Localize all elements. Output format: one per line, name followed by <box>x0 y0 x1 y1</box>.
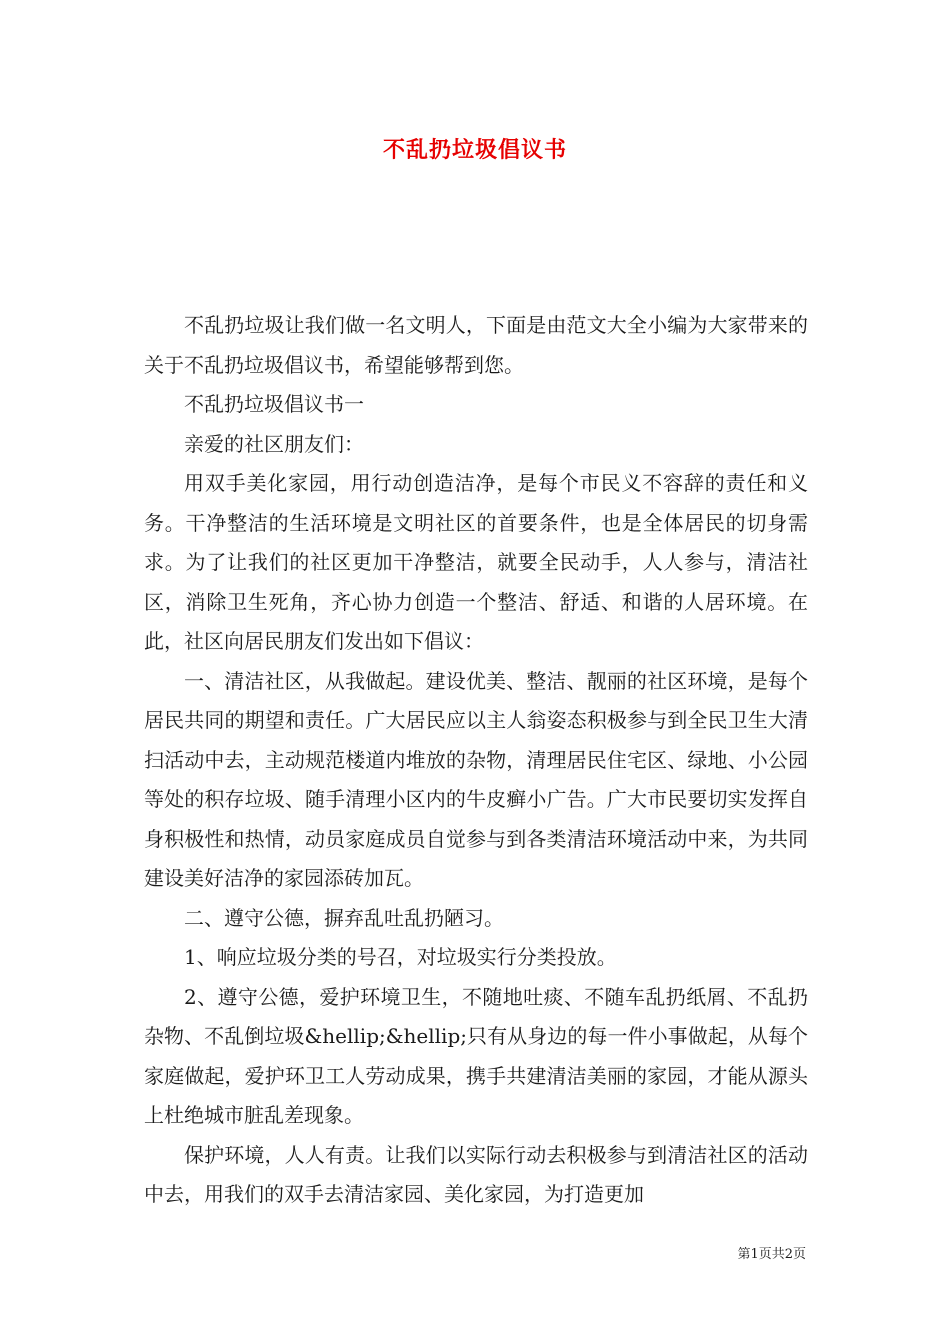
paragraph-item-2: 2、遵守公德，爱护环境卫生，不随地吐痰、不随车乱扔纸屑、不乱扔杂物、不乱倒垃圾&hellip;&hellip;只有从身边的每一件小事做起，从每个家庭做起，爱护环卫工人劳动成果，携手共建清洁美丽的家园，才能从源头上杜绝城市脏乱差现象。 <box>144 984 808 1127</box>
paragraph-point-2: 二、遵守公德，摒弃乱吐乱扔陋习。 <box>184 905 504 930</box>
paragraph-item-1: 1、响应垃圾分类的号召，对垃圾实行分类投放。 <box>184 945 617 969</box>
document-body <box>144 306 808 1215</box>
paragraph-subtitle: 不乱扔垃圾倡议书一 <box>184 392 364 416</box>
paragraph-salutation: 亲爱的社区朋友们： <box>184 431 364 456</box>
page-number-footer: 第1页共2页 <box>737 1247 806 1262</box>
paragraph-point-1: 一、清洁社区，从我做起。建设优美、整洁、靓丽的社区环境，是每个居民共同的期望和责任。广大居民应以主人翁姿态积极参与到全民卫生大清扫活动中去，主动规范楼道内堆放的杂物，清理居民住宅区、绿地、小公园等处的积存垃圾、随手清理小区内的牛皮癣小广告。广大市民要切实发挥自身积极性和热情，动员家庭成员自觉参与到各类清洁环境活动中来，为共同建设美好洁净的家园添砖加瓦。 <box>144 668 808 890</box>
paragraph-intro: 不乱扔垃圾让我们做一名文明人，下面是由范文大全小编为大家带来的关于不乱扔垃圾倡议书，希望能够帮到您。 <box>144 313 808 377</box>
paragraph-closing: 保护环境，人人有责。让我们以实际行动去积极参与到清洁社区的活动中去，用我们的双手去清洁家园、美化家园，为打造更加 <box>144 1142 808 1206</box>
paragraph-body-1: 用双手美化家园，用行动创造洁净，是每个市民义不容辞的责任和义务。干净整洁的生活环境是文明社区的首要条件，也是全体居民的切身需求。为了让我们的社区更加干净整洁，就要全民动手，人人参与，清洁社区，消除卫生死角，齐心协力创造一个整洁、舒适、和谐的人居环境。在此，社区向居民朋友们发出如下倡议： <box>144 471 808 653</box>
document-title: 不乱扔垃圾倡议书 <box>382 137 567 163</box>
